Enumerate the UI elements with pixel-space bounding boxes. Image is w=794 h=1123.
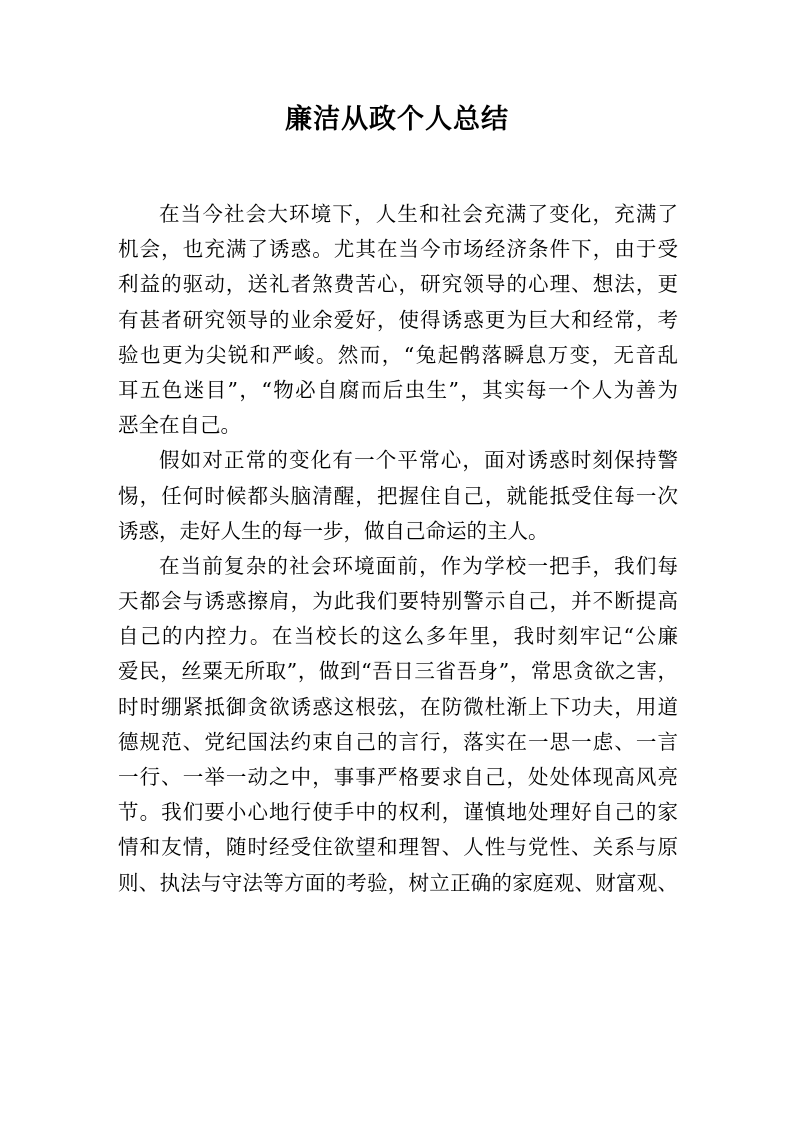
text-line: 情和友情，随时经受住欲望和理智、人性与党性、关系与原: [118, 835, 678, 860]
text-line: 一行、一举一动之中，事事严格要求自己，处处体现高风亮: [118, 765, 678, 789]
text-line: 机会，也充满了诱惑。尤其在当今市场经济条件下，由于受: [118, 237, 678, 262]
text-line: 诱惑，走好人生的每一步，做自己命运的主人。: [118, 518, 549, 543]
text-line: 则、执法与守法等方面的考验，树立正确的家庭观、财富观、: [118, 870, 678, 895]
text-line: 惕，任何时候都头脑清醒，把握住自己，就能抵受住每一次: [118, 483, 678, 508]
text-line: 耳五色迷目”，“物必自腐而后虫生”，其实每一个人为善为: [118, 377, 678, 402]
text-line: 在当前复杂的社会环境面前，作为学校一把手，我们每: [159, 553, 678, 578]
text-line: 验也更为尖锐和严峻。然而，“兔起鹘落瞬息万变，无音乱: [118, 342, 678, 367]
text-line: 自己的内控力。在当校长的这么多年里，我时刻牢记“公廉: [118, 624, 678, 649]
document-title: 廉洁从政个人总结: [285, 104, 509, 135]
text-line: 德规范、党纪国法约束自己的言行，落实在一思一虑、一言: [118, 729, 678, 754]
text-line: 在当今社会大环境下，人生和社会充满了变化，充满了: [159, 202, 678, 226]
text-line: 假如对正常的变化有一个平常心，面对诱惑时刻保持警: [159, 448, 678, 473]
paragraph-2: [118, 443, 678, 549]
paragraph-3: [118, 549, 678, 901]
text-line: 有甚者研究领导的业余爱好，使得诱惑更为巨大和经常，考: [118, 307, 678, 332]
text-line: 爱民，丝粟无所取”，做到“吾日三省吾身”，常思贪欲之害，: [118, 659, 678, 684]
paragraph-1: [118, 197, 678, 443]
text-line: 节。我们要小心地行使手中的权利，谨慎地处理好自己的家: [118, 800, 678, 825]
text-line: 利益的驱动，送礼者煞费苦心，研究领导的心理、想法，更: [118, 272, 678, 297]
text-line: 时时绷紧抵御贪欲诱惑这根弦，在防微杜渐上下功夫，用道: [118, 694, 678, 719]
text-line: 天都会与诱惑擦肩，为此我们要特别警示自己，并不断提高: [118, 589, 678, 614]
document-body: [118, 197, 678, 901]
text-line: 恶全在自己。: [118, 413, 241, 438]
